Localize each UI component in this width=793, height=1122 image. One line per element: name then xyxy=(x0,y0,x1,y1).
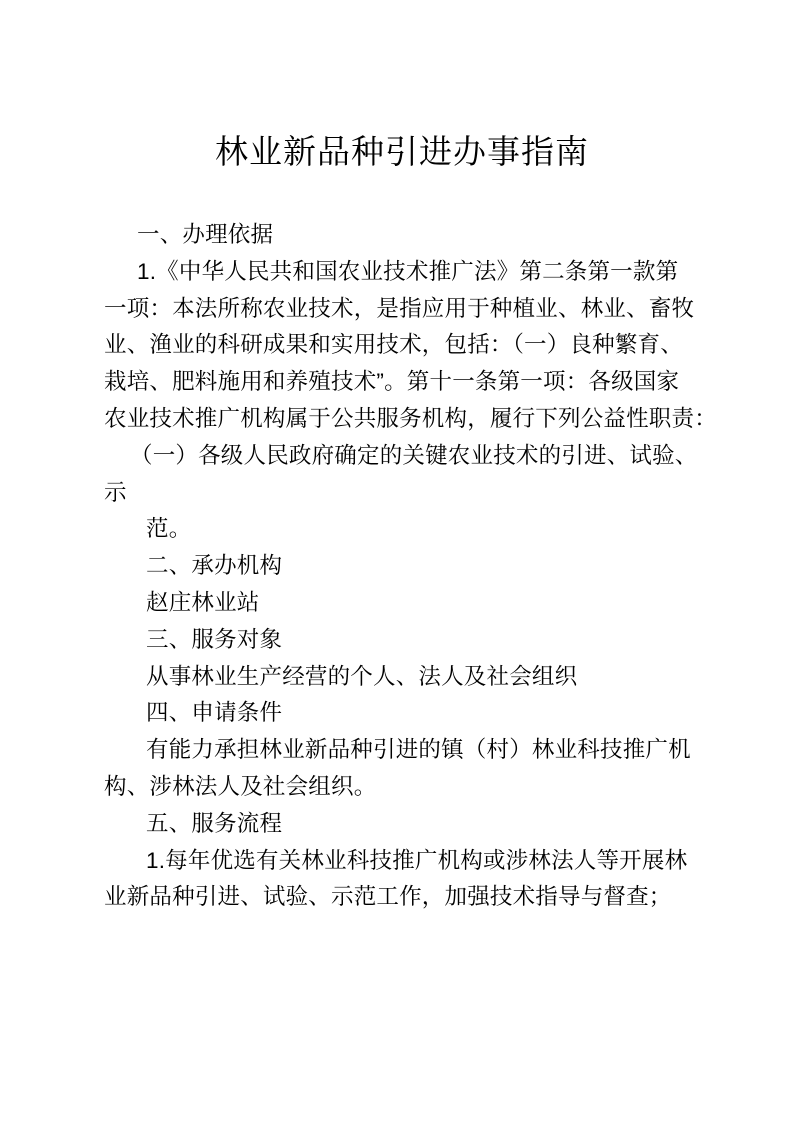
text-line: 构、涉林法人及社会组织。 xyxy=(104,773,377,799)
text-line: 1.每年优选有关林业科技推广机构或涉林法人等开展林 xyxy=(146,847,688,873)
document-title: 林业新品种引进办事指南 xyxy=(215,133,589,170)
section-heading-1: 一、办理依据 xyxy=(137,222,274,247)
text-line: 一项：本法所称农业技术，是指应用于种植业、林业、畜牧 xyxy=(104,295,695,321)
text-line: 业、渔业的科研成果和实用技术，包括：（一）良种繁育、 xyxy=(104,332,683,358)
section-heading-3: 三、服务对象 xyxy=(146,626,283,652)
text-line: （一）各级人民政府确定的关键农业技术的引进、试验、 xyxy=(130,442,698,468)
text-line: 栽培、肥料施用和养殖技术”。第十一条第一项：各级国家 xyxy=(104,369,680,395)
text-line: 示 xyxy=(104,479,127,505)
text-line: 范。 xyxy=(146,516,192,542)
text-line: 业新品种引进、试验、示范工作，加强技术指导与督查； xyxy=(104,884,672,910)
text-line: 有能力承担林业新品种引进的镇（村）林业科技推广机 xyxy=(146,737,691,763)
section-heading-5: 五、服务流程 xyxy=(146,810,283,836)
text-line: 1.《中华人民共和国农业技术推广法》第二条第一款第 xyxy=(137,258,679,284)
section-heading-2: 二、承办机构 xyxy=(146,553,283,579)
text-line: 农业技术推广机构属于公共服务机构，履行下列公益性职责： xyxy=(104,405,717,431)
section-heading-4: 四、申请条件 xyxy=(146,700,283,726)
document-body xyxy=(104,217,717,916)
text-line: 从事林业生产经营的个人、法人及社会组织 xyxy=(146,663,578,689)
text-line: 赵庄林业站 xyxy=(146,589,260,615)
